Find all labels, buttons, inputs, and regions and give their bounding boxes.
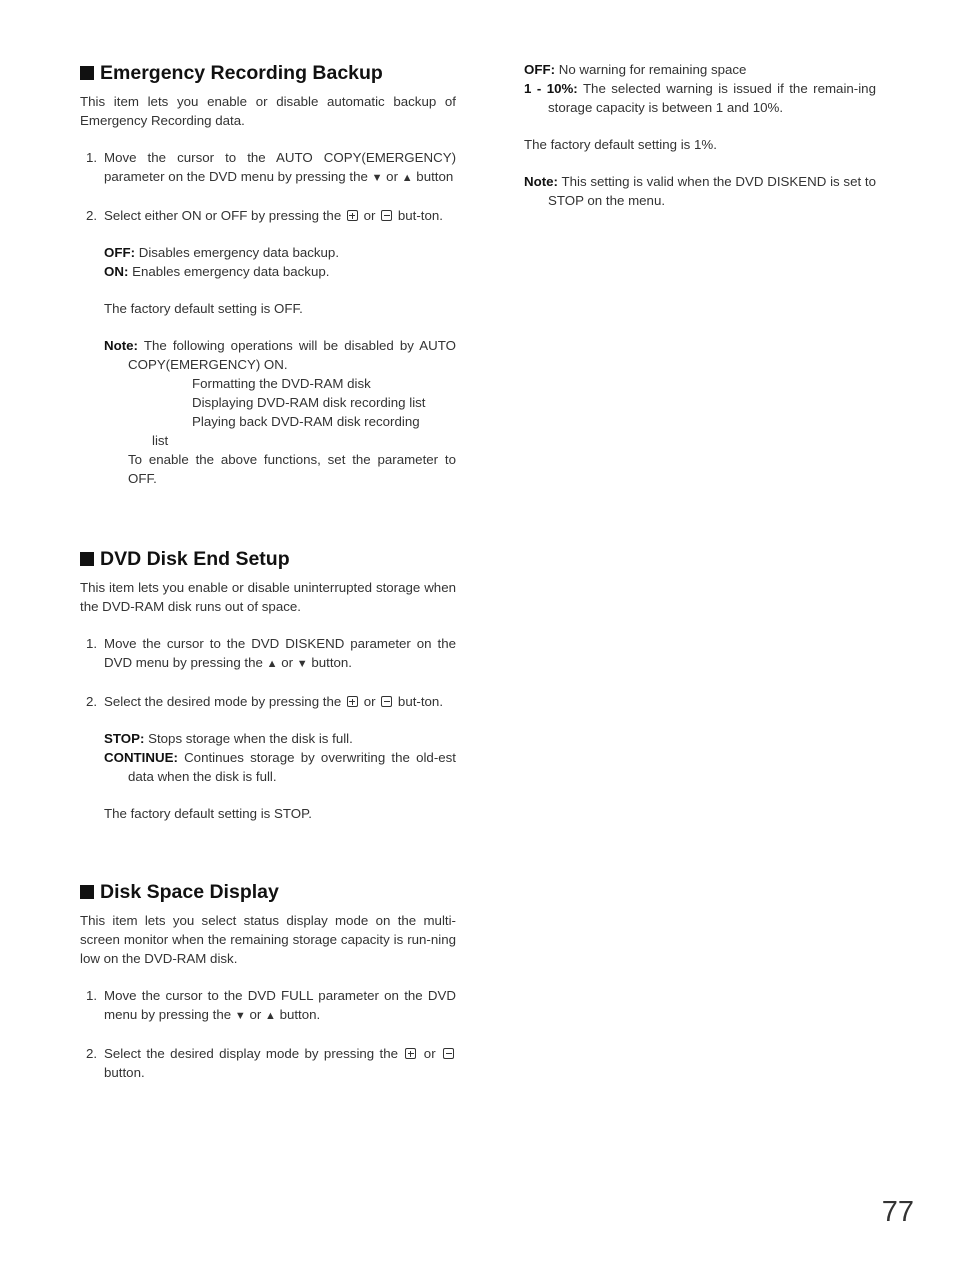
default-setting: The factory default setting is STOP. <box>104 806 312 821</box>
step-text-part: or <box>363 208 376 223</box>
option-label: OFF: <box>524 62 556 77</box>
minus-button-icon <box>381 210 392 221</box>
section-heading-emergency <box>80 60 456 86</box>
note-block <box>104 336 456 374</box>
note-operation-item: Formatting the DVD-RAM disk <box>192 376 371 391</box>
option-label: STOP: <box>104 731 145 746</box>
default-setting: The factory default setting is 1%. <box>524 137 717 152</box>
step-text-part: or <box>249 1007 262 1022</box>
down-arrow-icon: ▼ <box>296 658 308 670</box>
option-item <box>104 729 456 748</box>
step-number: 2. <box>86 208 98 223</box>
step-item <box>80 1044 456 1082</box>
up-arrow-icon: ▲ <box>401 172 413 184</box>
step-text-part: button <box>416 169 454 184</box>
option-label: OFF: <box>104 245 136 260</box>
option-text: Enables emergency data backup. <box>132 264 330 279</box>
step-text <box>104 206 456 225</box>
step-text-part: button. <box>104 1065 145 1080</box>
note-block <box>524 172 876 210</box>
option-item <box>104 748 456 786</box>
section-heading-diskspace <box>80 879 456 905</box>
note-body: The following operations will be disabled by AUTO COPY(EMERGENCY) ON. <box>128 338 456 372</box>
square-bullet-icon <box>80 885 94 899</box>
step-text-part: but-ton. <box>397 208 443 223</box>
step-text-part: or <box>281 655 294 670</box>
up-arrow-icon: ▲ <box>264 1010 276 1022</box>
note-operation-tail: list <box>152 433 169 448</box>
option-label: 1 - 10%: <box>524 81 578 96</box>
note-label: Note: <box>524 174 558 189</box>
option-text: The selected warning is issued if the remain-ing storage capacity is between 1 and 10%. <box>548 81 876 115</box>
note-operation-item: Displaying DVD-RAM disk recording list <box>192 395 426 410</box>
step-text-part: button. <box>311 655 352 670</box>
section-intro: This item lets you select status display mode on the multi-screen monitor when the remaining storage capacity is run-ning low on the DVD-RAM disk. <box>80 913 456 966</box>
section-title: Emergency Recording Backup <box>100 62 383 84</box>
step-text-part: Move the cursor to the AUTO COPY(EMERGENCY) parameter on the DVD menu by pressing the <box>104 150 456 184</box>
section-heading-diskend <box>80 546 456 572</box>
default-setting: The factory default setting is OFF. <box>104 301 303 316</box>
section-intro: This item lets you enable or disable uninterrupted storage when the DVD-RAM disk runs out of space. <box>80 580 456 614</box>
step-item <box>80 148 456 188</box>
step-number: 2. <box>86 694 98 709</box>
step-text-part: Move the cursor to the DVD FULL parameter on the DVD menu by pressing the <box>104 988 456 1022</box>
step-text-part: Select the desired mode by pressing the <box>104 694 342 709</box>
square-bullet-icon <box>80 66 94 80</box>
note-body: This setting is valid when the DVD DISKEND is set to STOP on the menu. <box>548 174 876 208</box>
step-text-part: Select the desired display mode by pressing the <box>104 1046 399 1061</box>
note-text <box>524 172 876 210</box>
step-text-part: Move the cursor to the DVD DISKEND parameter on the DVD menu by pressing the <box>104 636 456 670</box>
step-text <box>104 986 456 1026</box>
option-list <box>104 729 456 786</box>
section-title: DVD Disk End Setup <box>100 548 290 570</box>
option-label: ON: <box>104 264 129 279</box>
plus-button-icon <box>347 210 358 221</box>
step-text <box>104 692 456 711</box>
option-text: Stops storage when the disk is full. <box>148 731 353 746</box>
section-title: Disk Space Display <box>100 881 279 903</box>
square-bullet-icon <box>80 552 94 566</box>
option-text: Continues storage by overwriting the old-est data when the disk is full. <box>128 750 456 784</box>
step-text-part: or <box>363 694 376 709</box>
option-list <box>104 243 456 281</box>
down-arrow-icon: ▼ <box>371 172 383 184</box>
step-text-part: or <box>386 169 398 184</box>
option-list <box>524 60 876 117</box>
note-operation-item: Playing back DVD-RAM disk recording <box>192 414 420 429</box>
minus-button-icon <box>443 1048 454 1059</box>
note-label: Note: <box>104 338 138 353</box>
section-intro: This item lets you enable or disable automatic backup of Emergency Recording data. <box>80 94 456 128</box>
step-number: 1. <box>86 150 98 165</box>
step-item <box>80 206 456 225</box>
right-column <box>524 60 876 210</box>
option-item <box>104 262 456 281</box>
down-arrow-icon: ▼ <box>234 1010 246 1022</box>
step-text-part: button. <box>279 1007 321 1022</box>
option-item <box>524 79 876 117</box>
plus-button-icon <box>405 1048 416 1059</box>
step-item <box>80 986 456 1026</box>
option-label: CONTINUE: <box>104 750 178 765</box>
option-item <box>104 243 456 262</box>
step-item <box>80 692 456 711</box>
step-number: 1. <box>86 636 98 651</box>
note-text <box>104 336 456 374</box>
minus-button-icon <box>381 696 392 707</box>
step-text-part: Select either ON or OFF by pressing the <box>104 208 342 223</box>
step-number: 2. <box>86 1046 98 1061</box>
step-text <box>104 634 456 674</box>
step-text-part: or <box>423 1046 436 1061</box>
step-item <box>80 634 456 674</box>
step-text <box>104 1044 456 1082</box>
option-text: Disables emergency data backup. <box>138 245 340 260</box>
step-text-part: but-ton. <box>397 694 444 709</box>
left-column <box>80 60 456 1082</box>
note-operation-list <box>192 374 456 431</box>
page-number: 77 <box>881 1196 914 1228</box>
option-text: No warning for remaining space <box>558 62 747 77</box>
step-text <box>104 148 456 188</box>
up-arrow-icon: ▲ <box>266 658 278 670</box>
note-end: To enable the above functions, set the parameter to OFF. <box>128 452 456 486</box>
step-number: 1. <box>86 988 98 1003</box>
plus-button-icon <box>347 696 358 707</box>
option-item <box>524 60 876 79</box>
